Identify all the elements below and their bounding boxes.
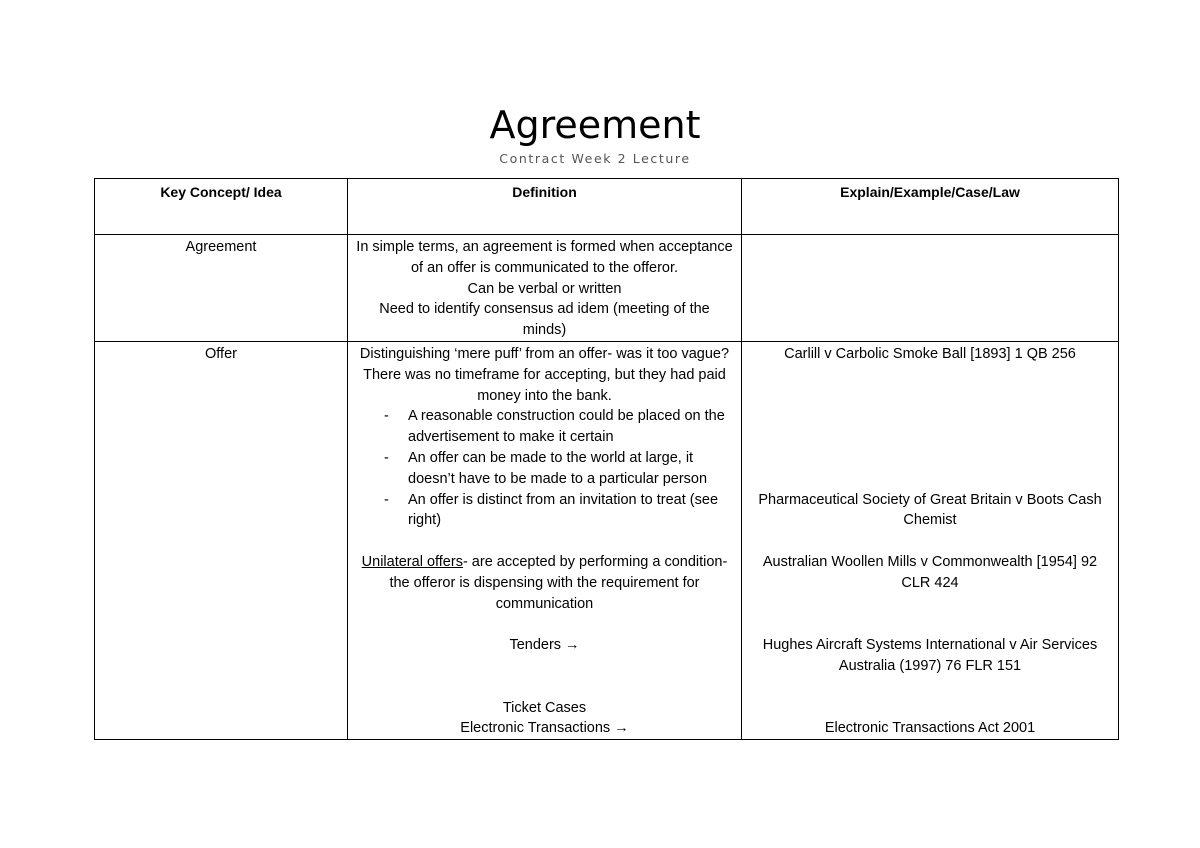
- column-header-explain: Explain/Example/Case/Law: [742, 179, 1119, 235]
- unilateral-offers-text: Unilateral offers- are accepted by performing a condition- the offeror is dispensing with the requirement for communication: [361, 553, 728, 612]
- unilateral-offers-term: Unilateral offers: [361, 553, 463, 570]
- definition-line: In simple terms, an agreement is formed when acceptance of an offer is communicated to the offeror.: [356, 239, 733, 276]
- explain-cell: [742, 341, 1119, 739]
- case-hughes-aircraft: Hughes Aircraft Systems International v Air Services Australia (1997) 76 FLR 151: [762, 637, 1098, 674]
- page-title: Agreement: [489, 103, 701, 147]
- list-item: - A reasonable construction could be placed on the advertisement to make it certain: [356, 406, 733, 448]
- explain-cell: [742, 235, 1119, 342]
- offer-bullet-list: [356, 406, 733, 531]
- table-row-offer: [95, 341, 1119, 739]
- notes-table: [94, 178, 1119, 740]
- ticket-cases-text: Ticket Cases: [502, 699, 587, 716]
- offer-intro: Distinguishing ‘mere puff’ from an offer- was it too vague? There was no timeframe for accepting, but they had paid money into the bank.: [359, 345, 730, 404]
- electronic-transactions-act: Electronic Transactions Act 2001: [824, 720, 1036, 737]
- column-header-key-concept: Key Concept/ Idea: [95, 179, 348, 235]
- concept-cell: Offer: [95, 341, 348, 739]
- definition-line: Can be verbal or written: [467, 280, 622, 297]
- case-carlill: Carlill v Carbolic Smoke Ball [1893] 1 QB 256: [784, 345, 1076, 362]
- tenders-text: Tenders →: [509, 637, 580, 654]
- table-row-agreement: [95, 235, 1119, 342]
- case-boots: Pharmaceutical Society of Great Britain v Boots Cash Chemist: [758, 491, 1102, 529]
- case-woollen-mills: Australian Woollen Mills v Commonwealth [1954] 92 CLR 424: [762, 553, 1098, 591]
- table-header-row: [95, 179, 1119, 235]
- list-item: - An offer is distinct from an invitation to treat (see right): [356, 490, 733, 532]
- definition-line: Need to identify consensus ad idem (meeting of the minds): [379, 301, 710, 339]
- list-item: - An offer can be made to the world at large, it doesn’t have to be made to a particular person: [356, 448, 733, 490]
- definition-cell: [348, 235, 742, 342]
- column-header-definition: Definition: [348, 179, 742, 235]
- electronic-transactions-text: Electronic Transactions →: [460, 720, 629, 737]
- concept-cell: Agreement: [95, 235, 348, 342]
- definition-cell: [348, 341, 742, 739]
- page-subtitle: Contract Week 2 Lecture: [499, 151, 691, 166]
